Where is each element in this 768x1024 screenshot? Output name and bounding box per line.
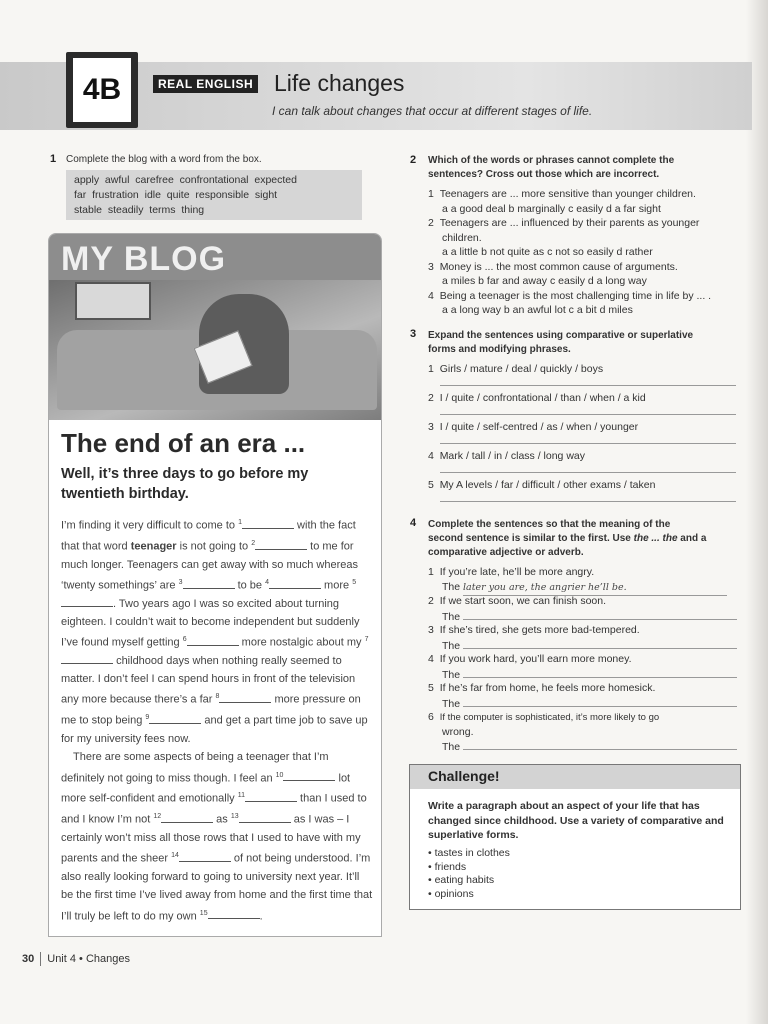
blog-text: on me to stop being [61,694,361,727]
answer-line[interactable] [463,638,737,649]
item-number: 2 [428,595,434,607]
ex2-item-1 [428,187,711,202]
answer-line[interactable] [463,609,737,620]
blog-panel [48,233,382,937]
ex4-instruction-line: Complete the sentences so that the meaning of the [428,519,671,530]
page-edge-shadow [746,0,768,1024]
ex2-item-1-options[interactable]: a a good deal b marginally c easily d a far sight [442,202,661,215]
blank-gap[interactable] [179,851,231,862]
blog-text: more pressure [271,694,346,707]
ex2-item-2-cont: children. [442,231,482,244]
item-number: 2 [428,217,434,229]
ex4-number: 4 [410,517,417,529]
blog-text: to be [234,579,266,592]
ex1-instruction: Complete the blog with a word from the box. [66,154,262,165]
blog-paragraph-1 [61,514,373,748]
item-number: 1 [428,363,434,375]
blog-text: away with so much whereas ‘twenty somethings’ are [61,558,358,592]
blog-text: to going to university next year. It’ll be the first time I’ve [61,871,360,902]
gap-number: 1 [238,519,242,526]
gap-number: 15 [199,909,208,917]
bullet-text: tastes in clothes [434,847,510,859]
gap-number: 3 [178,578,183,586]
item-number: 1 [428,566,434,578]
item-number: 5 [428,682,434,694]
gap-number: 11 [237,792,245,800]
item-prompt: I / quite / self-centred / as / when / younger [439,421,639,433]
blank-gap[interactable] [61,596,113,607]
bold-word: teenager [130,540,177,553]
blank-gap[interactable] [219,692,271,703]
gap-number: 10 [275,771,284,779]
unit-code: 4B [73,58,131,122]
instruction-part: second sentence is similar to the first. Use [428,533,634,544]
blog-text: of [230,853,244,866]
blog-text: I’m finding it very difficult to come to [61,519,239,532]
blank-gap[interactable] [283,770,335,781]
ex4-answer-row-1 [428,580,737,595]
blog-title: The end of an era ... [61,428,306,458]
blank-gap[interactable] [149,713,201,724]
blank-gap[interactable] [208,908,260,919]
word-box-line: far frustration idle quite responsible sight [74,189,278,201]
blog-text: getting [146,636,183,649]
instruction-italic: the ... the [633,533,678,544]
blog-header-text: MY BLOG [61,240,227,278]
item-question: Being a teenager is the most challenging time in life by ... . [439,289,712,302]
item-prompt: I / quite / confrontational / than / when / a kid [439,392,646,404]
ex4-item-6 [428,710,737,725]
instruction-part: and a [677,533,707,544]
blank-gap[interactable] [187,635,239,646]
blog-text: I was so excited about turning eighteen. I couldn’t wait [61,597,340,628]
blog-text: to have with my parents and the sheer [61,832,361,866]
challenge-header [410,765,740,789]
answer-prefix: The [442,668,461,681]
blog-paragraph-2 [61,748,373,925]
footer-unit: Unit 4 [47,952,76,965]
ex3-answer-line[interactable] [440,385,736,386]
bullet-item: • tastes in clothes [428,847,510,859]
footer-divider [40,952,41,966]
item-question: Teenagers are ... influenced by their parents as younger [439,217,700,229]
gap-number: 2 [251,539,256,547]
blog-text: I don’t feel I can spend hours in front of the television [97,673,356,686]
handwritten-answer[interactable]: later you are, the angrier he’ll be. [463,581,727,597]
ex3-answer-line[interactable] [440,501,736,502]
ex3-item-4 [428,449,585,464]
blog-body [61,514,373,925]
ex3-answer-line[interactable] [440,472,736,473]
answer-prefix: The [442,610,461,623]
ex2-item-4 [428,289,711,304]
ex2-item-4-options[interactable]: a a long way b an awful lot c a bit d miles [442,304,633,316]
item-number: 1 [428,188,434,200]
ex4-item-6-cont: wrong. [442,725,474,738]
blank-gap[interactable] [242,518,294,529]
gap-number: 6 [182,636,187,644]
gap-number: 7 [364,636,369,644]
ex3-instruction-line: forms and modifying phrases. [428,344,571,355]
ex2-instruction-line: Which of the words or phrases cannot complete the [428,155,675,166]
item-prompt: If we start soon, we can finish soon. [439,595,607,607]
blog-text: There are some aspects of being a teenager that I’m [73,751,329,764]
challenge-title: Challenge! [428,768,500,784]
real-english-tag: REAL ENGLISH [153,75,258,93]
blog-text: to become independent but suddenly I’ve found myself [61,615,360,649]
item-number: 3 [428,260,434,273]
ex2-item-3-options[interactable]: a miles b far and away c easily d a long way [442,275,647,287]
blank-gap[interactable] [269,578,321,589]
item-prompt: My A levels / far / difficult / other exams / taken [439,479,656,491]
gap-number: 9 [145,714,150,722]
blog-text: lot more self-confident and emotionally [61,772,351,806]
item-number: 5 [428,479,434,491]
gap-number: 13 [230,813,239,821]
ex4-answer-row-3 [428,638,737,653]
ex4-item-3 [428,623,737,638]
item-number: 4 [428,450,434,462]
gap-number: 8 [215,693,220,701]
ex4-answer-row-6 [428,739,737,754]
ex3-number: 3 [410,328,417,340]
blog-text: as [290,813,306,826]
ex4-item-5 [428,681,737,696]
ex3-item-1 [428,362,603,377]
item-prompt: If the computer is sophisticated, it’s more likely to go [439,712,660,723]
ex4-answer-row-4 [428,667,737,682]
ex4-list [428,565,737,754]
answer-prefix: The [442,741,461,753]
answer-line[interactable] [463,696,737,707]
blog-text: definitely not going to miss though. I feel an [61,772,276,785]
photo-window [75,282,151,320]
blog-text: to save up for my university fees now. [61,714,368,746]
ex1-number: 1 [50,153,57,165]
ex3-item-5 [428,478,655,493]
item-prompt: If she’s tired, she gets more bad-tempered. [439,624,640,636]
blank-gap[interactable] [161,812,213,823]
word-box-line: apply awful carefree confrontational expected [74,174,297,186]
blog-text: I used to and I know I’m not [61,793,367,826]
gap-number: 5 [352,578,357,586]
item-prompt: Girls / mature / deal / quickly / boys [439,363,604,375]
answer-line[interactable] [463,739,737,750]
page-subtitle: I can talk about changes that occur at different stages of life. [272,104,593,118]
ex3-instruction [428,329,693,357]
ex4-item-1 [428,565,737,580]
ex4-instruction [428,518,706,560]
bullet-text: opinions [434,887,474,900]
bullet-item: • eating habits [428,874,495,886]
item-number: 6 [428,711,434,723]
ex3-answer-line[interactable] [440,414,736,415]
item-number: 3 [428,624,434,636]
blog-text: with [294,519,317,532]
bullet-item: • friends [428,860,467,873]
blog-text: than [297,793,322,806]
ex4-item-4 [428,652,737,667]
page-title: Life changes [274,70,405,96]
ex2-number: 2 [410,154,417,166]
blank-gap[interactable] [255,539,307,550]
item-question: Teenagers are ... more sensitive than younger children. [439,188,696,200]
ex4-item-2 [428,594,737,609]
word-box [66,170,362,220]
blog-text: childhood days when nothing really seemed to matter. [61,655,342,686]
answer-prefix: The [442,639,461,652]
challenge-bullets [428,847,510,901]
ex2-items [428,187,711,318]
blank-gap[interactable] [239,812,291,823]
ex3-instruction-line: Expand the sentences using comparative or superlative [428,330,694,341]
ex4-answer-row-2 [428,609,737,624]
blog-text: more [321,579,353,592]
blank-gap[interactable] [183,578,235,589]
ex4-instruction-line [428,532,706,546]
answer-prefix: The [442,580,461,593]
blog-photo [49,280,381,420]
blog-text: to me for much longer. Teenagers can get [61,540,354,571]
page-number: 30 [22,952,35,965]
ex2-item-2-options[interactable]: a a little b not quite as c not so easily d rather [442,246,653,258]
ex2-instruction [428,154,674,182]
item-number: 2 [428,392,434,404]
blog-text: lived away from home and the first time that I’ll truly [61,889,373,923]
bullet-text: friends [434,860,467,873]
footer-section: Changes [85,952,131,965]
ex4-instruction-line: comparative adjective or adverb. [428,547,584,558]
blank-gap[interactable] [61,653,113,664]
page-footer: 30 Unit 4 • Changes [22,952,131,965]
blog-text: not being understood. I’m also really looking forward [61,853,371,884]
blog-text: . Two years ago [113,597,191,610]
blog-text: any more because there’s a far [61,694,216,707]
blog-text: is not going to [176,540,249,553]
challenge-instructions: Write a paragraph about an aspect of your life that has changed since childhood. Use a variety of comparative and superlative forms. [428,800,724,841]
item-number: 4 [428,289,434,302]
challenge-box [409,764,741,910]
blog-text: more nostalgic about my [238,636,365,649]
item-question: Money is ... the most common cause of arguments. [439,260,678,273]
bullet-text: eating habits [434,874,495,886]
item-number: 4 [428,653,434,665]
answer-line[interactable] [463,667,737,678]
blog-text: the fact that that word [61,519,356,553]
gap-number: 14 [171,852,179,860]
item-prompt: If he’s far from home, he feels more homesick. [439,682,656,694]
blog-text: and get a part time job [201,714,314,727]
ex2-item-2 [428,216,711,231]
gap-number: 4 [265,578,269,586]
ex2-item-3 [428,260,711,275]
bullet-item: • opinions [428,887,474,900]
ex3-item-2 [428,391,646,406]
answer-prefix: The [442,697,461,710]
item-prompt: If you work hard, you’ll earn more money. [439,653,632,665]
blank-gap[interactable] [245,791,297,802]
gap-number: 12 [153,813,162,821]
ex3-item-3 [428,420,638,435]
ex2-instruction-line: sentences? Cross out those which are incorrect. [428,169,660,180]
blog-subtitle: Well, it’s three days to go before my twentieth birthday. [61,466,309,502]
blog-text: . [259,910,263,923]
item-prompt: Mark / tall / in / class / long way [439,450,585,462]
ex3-answer-line[interactable] [440,443,736,444]
blog-text: be left to do my own [98,910,200,923]
word-box-line: stable steadily terms thing [74,204,205,216]
blog-text: as [213,813,231,826]
item-prompt: If you’re late, he’ll be more angry. [439,566,595,578]
ex4-answer-row-5 [428,696,737,711]
blog-text: I was – I certainly won’t miss all those rows that I used [61,813,350,845]
blog-header-bar [49,234,381,280]
item-number: 3 [428,421,434,433]
